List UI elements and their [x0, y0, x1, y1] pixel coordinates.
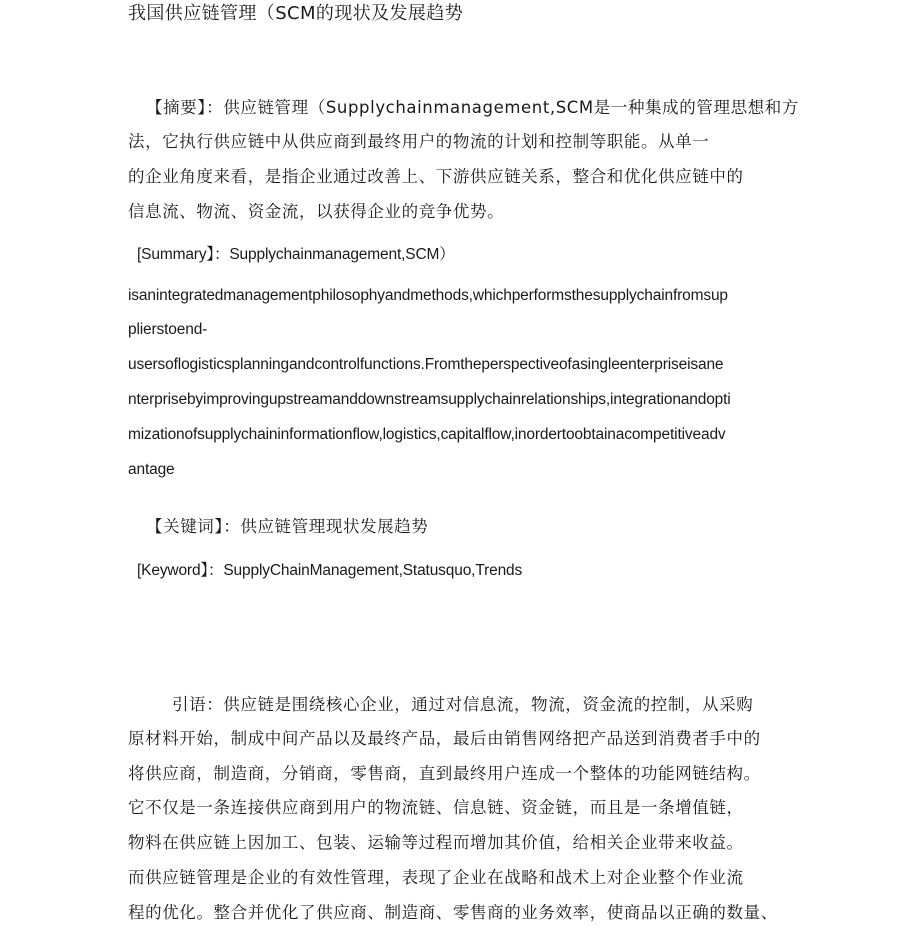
abstract-cn-line: 【摘要】：供应链管理（Supplychainmanagement,SCM是一种集成的管理思想和方 [146, 98, 799, 117]
abstract-cn-line: 信息流、物流、资金流，以获得企业的竞争优势。 [128, 202, 505, 221]
summary-en-line: plierstoend- [128, 321, 208, 338]
summary-en-line: isanintegratedmanagementphilosophyandmethods,whichperformsthesupplychainfromsup [128, 287, 728, 304]
document-title: 我国供应链管理（SCM的现状及发展趋势 [128, 3, 464, 24]
summary-en-line: antage [128, 461, 175, 478]
abstract-cn-line: 的企业角度来看，是指企业通过改善上、下游供应链关系，整合和优化供应链中的 [128, 167, 744, 186]
abstract-cn-line: 法，它执行供应链中从供应商到最终用户的物流的计划和控制等职能。从单一 [128, 132, 710, 151]
summary-en-heading: [Summary】：Supplychainmanagement,SCM） [137, 246, 455, 263]
intro-line: 引语：供应链是围绕核心企业，通过对信息流，物流，资金流的控制，从采购 [172, 695, 754, 714]
intro-line: 程的优化。整合并优化了供应商、制造商、零售商的业务效率，使商品以正确的数量、 [128, 903, 778, 922]
intro-line: 将供应商，制造商，分销商，零售商，直到最终用户连成一个整体的功能网链结构。 [128, 764, 761, 783]
intro-line: 而供应链管理是企业的有效性管理，表现了企业在战略和战术上对企业整个作业流 [128, 868, 744, 887]
summary-en-line: usersoflogisticsplanningandcontrolfunctions.Fromtheperspectiveofasingleenterpriseisane [128, 356, 724, 373]
summary-en-line: nterprisebyimprovingupstreamanddownstreamsupplychainrelationships,integrationandopti [128, 391, 731, 408]
keywords-en: [Keyword】：SupplyChainManagement,Statusquo,Trends [137, 562, 523, 579]
intro-line: 它不仅是一条连接供应商到用户的物流链、信息链、资金链，而且是一条增值链， [128, 798, 744, 817]
intro-line: 原材料开始，制成中间产品以及最终产品，最后由销售网络把产品送到消费者手中的 [128, 729, 761, 748]
keywords-cn: 【关键词】：供应链管理现状发展趋势 [146, 517, 429, 536]
summary-en-line: mizationofsupplychaininformationflow,logistics,capitalflow,inordertoobtainacompetitiveadv [128, 426, 726, 443]
intro-line: 物料在供应链上因加工、包装、运输等过程而增加其价值，给相关企业带来收益。 [128, 833, 744, 852]
